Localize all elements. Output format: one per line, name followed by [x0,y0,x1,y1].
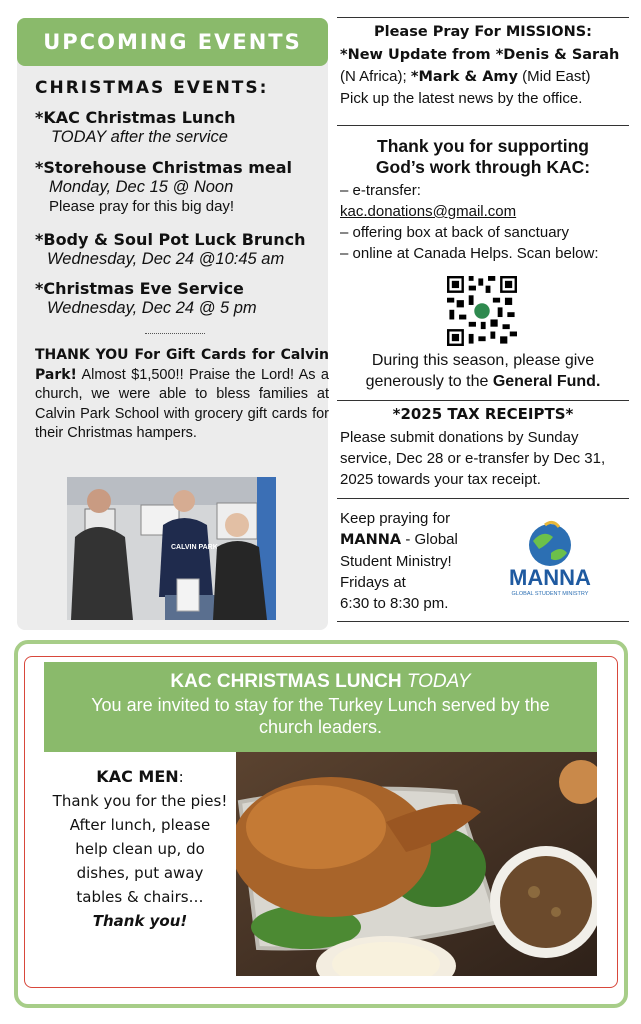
manna-line1: Keep praying for [340,510,451,527]
support-title [337,136,629,178]
lunch-title-today: TODAY [406,671,471,692]
christmas-events-heading: CHRISTMAS EVENTS: [35,78,269,98]
event-christmas-eve-service [35,279,325,318]
event-pot-luck-brunch [35,230,325,269]
event-storehouse-meal [35,158,325,215]
missions-title: Please Pray For MISSIONS: [374,24,592,40]
upcoming-events-banner: UPCOMING EVENTS [17,18,328,66]
event-title: *Storehouse Christmas meal [35,158,293,177]
lunch-invitation: You are invited to stay for the Turkey Lunch served by the church leaders. [91,695,550,737]
kac-men-title: KAC MEN [96,767,179,786]
divider-manna [337,498,629,499]
gift-card-thanks-heading: THANK YOU For Gift Cards for Calvin Park! [35,347,329,383]
kac-men-colon: : [178,768,184,786]
dotted-divider [145,333,205,334]
support-list [340,180,632,264]
kac-men-signoff: Thank you! [92,912,188,930]
missions-update-2: *Mark & Amy [410,69,518,85]
gift-card-thanks-text: Almost $1,500!! Praise the Lord! As a church, we were able to bless families at Calvin Park School with grocery gift cards for their Christmas hampers. [35,366,329,441]
tax-receipts-title: *2025 TAX RECEIPTS* [392,405,574,423]
event-detail: TODAY after the service [51,128,228,146]
divider-top [337,17,629,18]
support-title-line1: Thank you for supporting [377,136,589,156]
donation-email-link[interactable]: kac.donations@gmail.com [340,203,517,220]
manna-line3: Fridays at [340,574,406,591]
christmas-lunch-banner [44,662,597,752]
qr-code-icon[interactable] [447,276,517,346]
support-online: – online at Canada Helps. Scan below: [340,245,599,262]
manna-line2: - Global Student Ministry! [340,531,458,570]
general-fund: General Fund. [492,373,601,390]
event-detail: Wednesday, Dec 24 @10:45 am [47,250,285,268]
divider-support [337,125,629,126]
divider-bottom [337,621,629,622]
missions-region-1: (N Africa); [340,68,407,85]
support-title-line2: God’s work through KAC: [375,157,591,177]
shirt-text: CALVIN PARK [171,544,218,551]
divider-tax [337,400,629,401]
kac-men-note [44,765,236,933]
event-title: *Body & Soul Pot Luck Brunch [35,230,306,249]
event-detail: Monday, Dec 15 @ Noon [49,178,234,196]
manna-logo-text: MANNA [509,565,591,590]
give-text: During this season, please give generously to the [365,352,595,390]
event-kac-christmas-lunch [35,108,325,147]
turkey-lunch-photo [236,752,597,976]
kac-men-message: Thank you for the pies! After lunch, please help clean up, do dishes, put away tables & chairs… [52,792,228,906]
event-title: *KAC Christmas Lunch [35,108,236,127]
manna-info [340,508,490,614]
manna-logo-sub: GLOBAL STUDENT MINISTRY [511,591,589,597]
support-offering-box: – offering box at back of sanctuary [340,224,570,241]
missions-pickup: Pick up the latest news by the office. [340,90,583,107]
support-etransfer: – e-transfer: [340,182,421,199]
tax-receipts-body: Please submit donations by Sunday service, Dec 28 or e-transfer by Dec 31, 2025 towards your tax receipt. [340,429,606,488]
missions-update-1: *New Update from *Denis & Sarah [340,47,620,63]
event-detail: Wednesday, Dec 24 @ 5 pm [47,299,257,317]
lunch-title: KAC CHRISTMAS LUNCH [170,671,407,692]
event-title: *Christmas Eve Service [35,279,244,298]
manna-time: 6:30 to 8:30 pm. [340,595,449,612]
gift-card-thanks [35,346,329,444]
gift-card-photo [67,477,276,620]
missions-region-2: (Mid East) [522,68,591,85]
give-general-fund [337,350,629,392]
event-note: Please pray for this big day! [49,198,235,215]
manna-logo-icon [495,515,605,615]
manna-name: MANNA [340,532,402,548]
missions-body [340,44,630,109]
